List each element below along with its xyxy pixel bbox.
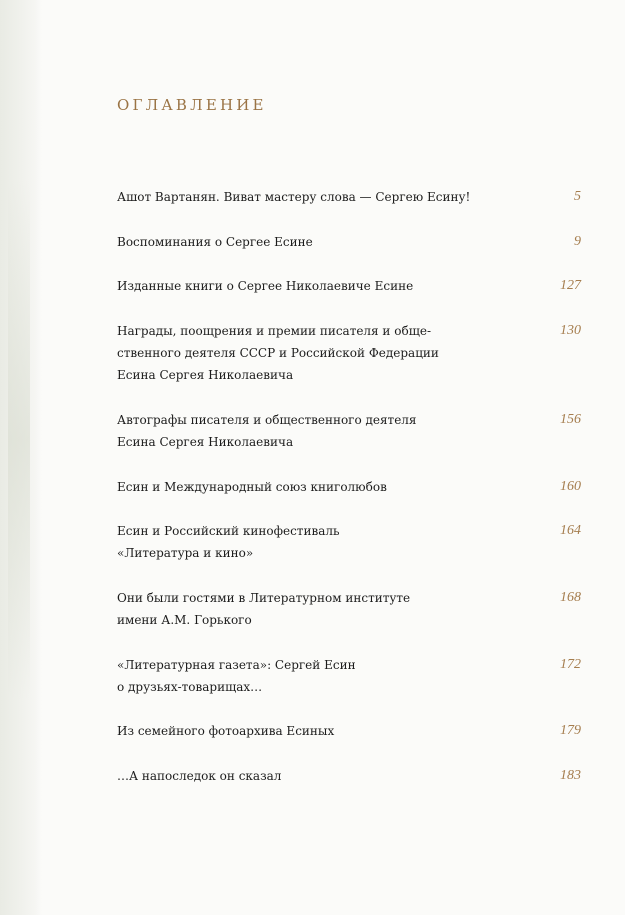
- toc-entry-title: Есин и Российский кинофестиваль «Литература и кино»: [117, 524, 340, 560]
- toc-entry: [117, 231, 581, 253]
- toc-entry-title: Воспоминания о Сергее Есине: [117, 235, 313, 249]
- toc-entry: [117, 409, 581, 453]
- toc-entry: [117, 765, 581, 787]
- toc-entry: [117, 186, 581, 208]
- toc-entry: [117, 320, 581, 386]
- toc-entry: [117, 476, 581, 498]
- toc-entry-page: 5: [574, 189, 581, 204]
- toc-entry-title: «Литературная газета»: Сергей Есин о друзьях-товарищах…: [117, 658, 356, 694]
- toc-entry-title: Изданные книги о Сергее Николаевиче Есине: [117, 279, 414, 293]
- toc-entry: [117, 520, 581, 564]
- toc-entry-page: 9: [574, 234, 581, 249]
- toc-entry-page: 130: [560, 323, 581, 338]
- toc-entry-page: 179: [560, 723, 581, 738]
- contents-heading: ОГЛАВЛЕНИЕ: [117, 96, 267, 114]
- toc-entry-title: Ашот Вартанян. Виват мастеру слова — Сергею Есину!: [117, 190, 471, 204]
- toc-entry-title: Награды, поощрения и премии писателя и обще- ственного деятеля СССР и Российской Федерации Есина Сергея Николаевича: [117, 324, 439, 382]
- toc-entry-page: 127: [560, 278, 581, 293]
- toc-entry: [117, 720, 581, 742]
- toc-entry-page: 160: [560, 479, 581, 494]
- toc-entry-title: …А напоследок он сказал: [117, 769, 282, 783]
- toc-entry-page: 168: [560, 590, 581, 605]
- toc-entry-title: Из семейного фотоархива Есиных: [117, 724, 335, 738]
- toc-entry-page: 164: [560, 523, 581, 538]
- toc-entry-page: 172: [560, 657, 581, 672]
- toc-entry: [117, 275, 581, 297]
- toc-entry-title: Автографы писателя и общественного деятеля Есина Сергея Николаевича: [117, 413, 417, 449]
- toc-entry: [117, 587, 581, 631]
- toc-entry: [117, 654, 581, 698]
- toc-entry-title: Есин и Международный союз книголюбов: [117, 480, 387, 494]
- toc-entry-title: Они были гостями в Литературном институте имени А.М. Горького: [117, 591, 411, 627]
- toc-entry-page: 183: [560, 768, 581, 783]
- toc-entry-page: 156: [560, 412, 581, 427]
